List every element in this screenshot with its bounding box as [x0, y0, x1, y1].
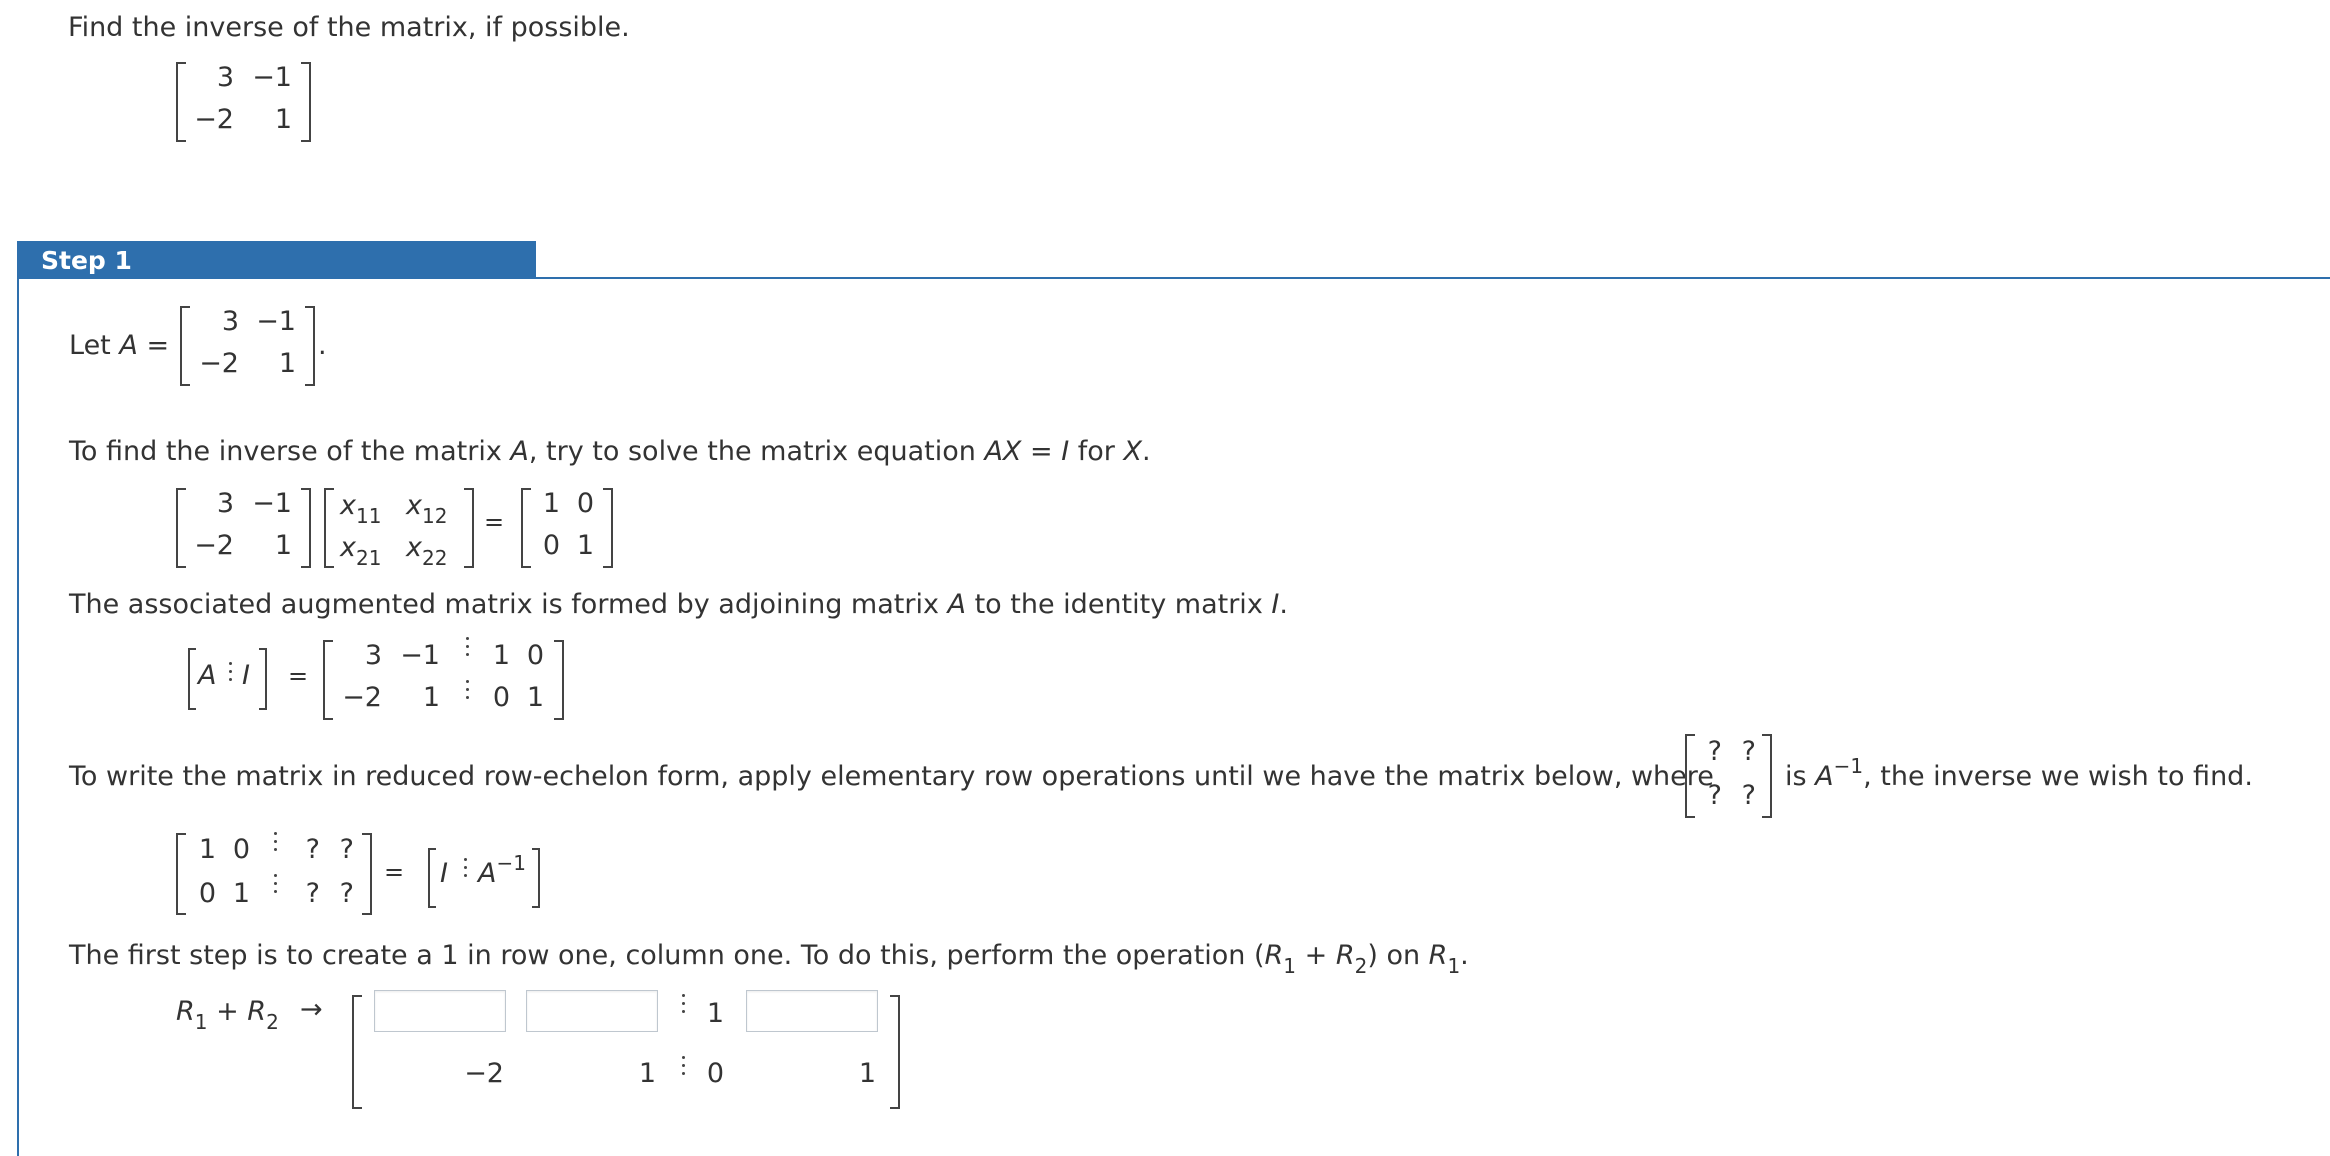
row-operation-label: $R_1 + R_2$ — [176, 996, 279, 1034]
step-divider — [536, 277, 2330, 279]
result-r1c3: 1 — [706, 998, 724, 1029]
result-r2c4: 1 — [858, 1058, 876, 1089]
answer-input-r1c4[interactable] — [746, 990, 878, 1032]
answer-input-r1c2[interactable] — [526, 990, 658, 1032]
step-label: Step 1 — [41, 246, 132, 275]
let-statement: Let A = — [69, 330, 170, 361]
instruction-augmented-matrix: The associated augmented matrix is formed by adjoining matrix A to the identity matrix I. — [69, 589, 1288, 620]
let-period: . — [318, 330, 327, 361]
step-left-border — [17, 277, 19, 1156]
answer-input-r1c1[interactable] — [374, 990, 506, 1032]
instruction-rref: To write the matrix in reduced row-echelon form, apply elementary row operations until we have the matrix below, where — [69, 761, 1714, 792]
result-r2c3: 0 — [706, 1058, 724, 1089]
question-prompt: Find the inverse of the matrix, if possible. — [68, 12, 630, 43]
instruction-first-step: The first step is to create a 1 in row one, column one. To do this, perform the operation $(R_1 + R_2)$ on $R_1$. — [69, 940, 1469, 978]
result-r2c1: −2 — [464, 1058, 504, 1089]
result-r2c2: 1 — [638, 1058, 656, 1089]
instruction-rref-end: is $A^{-1}$, the inverse we wish to find. — [1785, 754, 2253, 792]
arrow-icon: → — [300, 994, 323, 1025]
instruction-solve-equation: To find the inverse of the matrix A, try to solve the matrix equation AX = I for X. — [69, 436, 1151, 467]
